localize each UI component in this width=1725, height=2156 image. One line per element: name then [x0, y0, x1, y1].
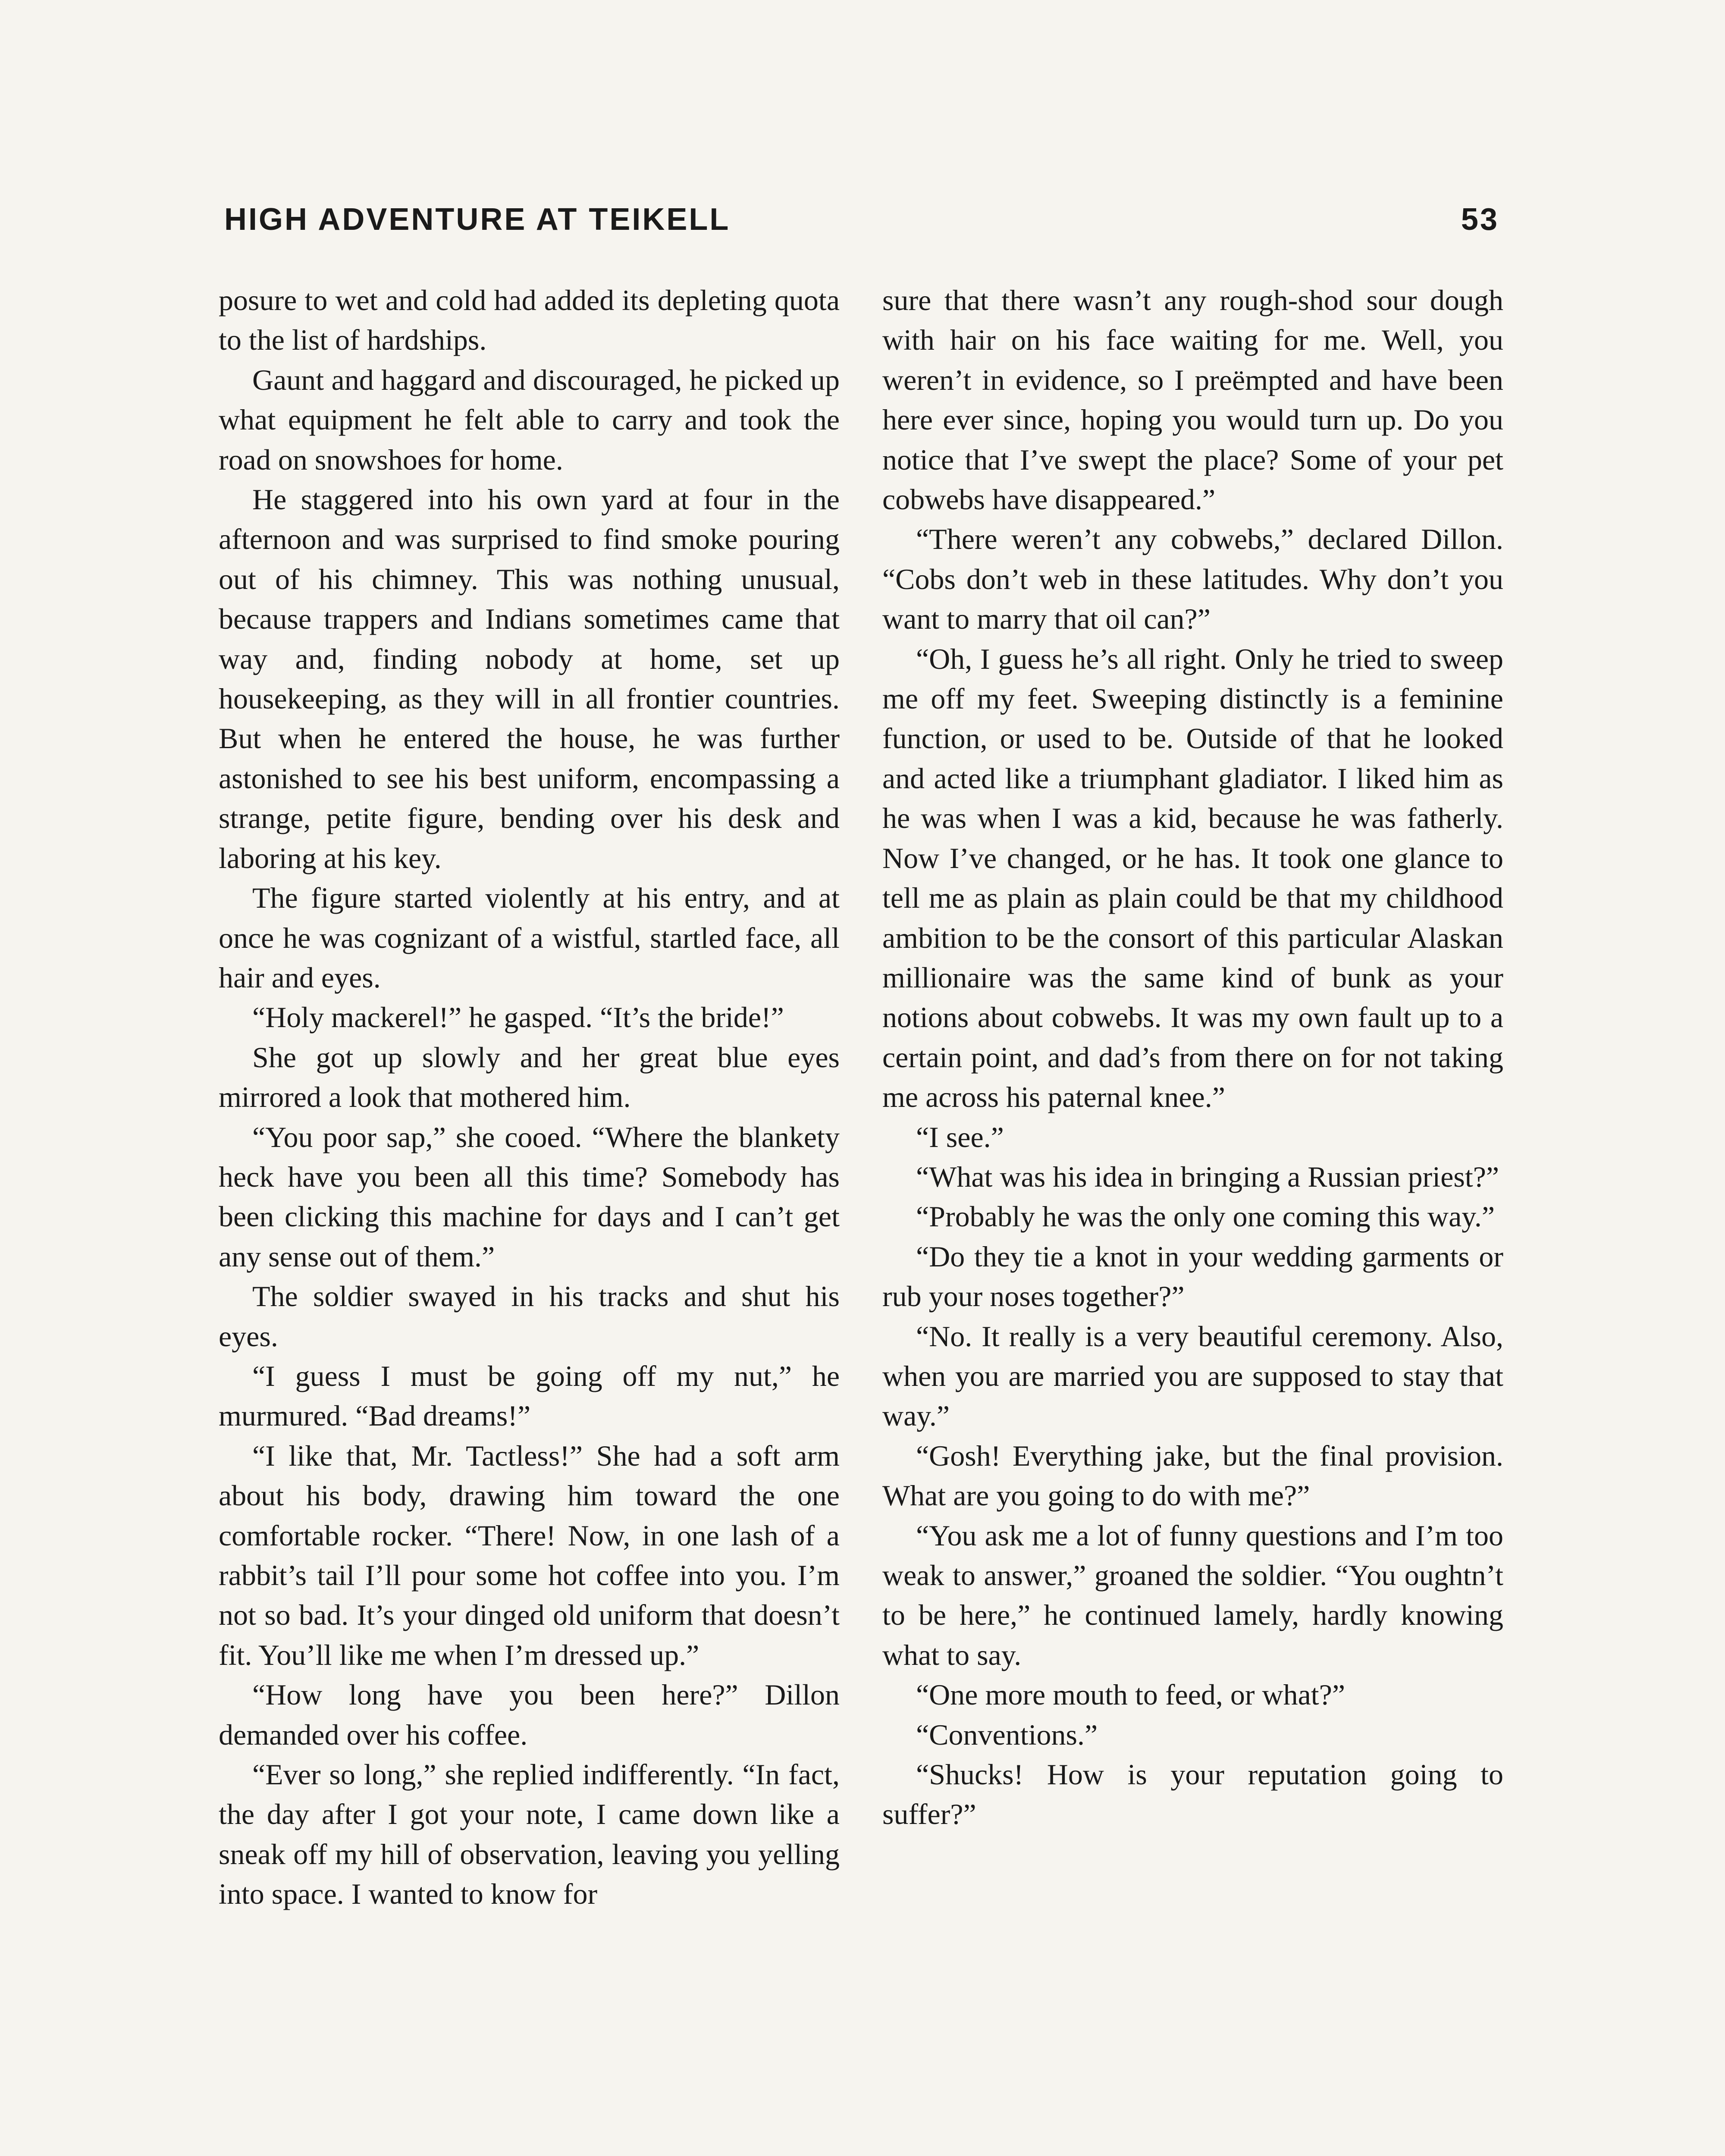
paragraph: “No. It really is a very beautiful ceremony. Also, when you are married you are supposed to stay that way.” — [882, 1319, 1503, 1432]
paragraph: She got up slowly and her great blue eyes mirrored a look that mothered him. — [219, 1040, 840, 1114]
paragraph: “You poor sap,” she cooed. “Where the blankety heck have you been all this time? Somebody has been clicking this machine for days and I can’t get any sense out of them.” — [219, 1120, 840, 1273]
paragraph: “Holy mackerel!” he gasped. “It’s the bride!” — [252, 1001, 784, 1034]
paragraph: “Gosh! Everything jake, but the final provision. What are you going to do with me?” — [882, 1439, 1503, 1512]
paragraph: posure to wet and cold had added its depleting quota to the list of hardships. — [219, 284, 840, 357]
paragraph: “I see.” — [916, 1120, 1004, 1153]
paragraph: “One more mouth to feed, or what?” — [916, 1678, 1346, 1711]
paragraph: “Shucks! How is your reputation going to suffer?” — [882, 1758, 1503, 1831]
page-number: 53 — [1461, 202, 1499, 237]
paragraph: “Do they tie a knot in your wedding garments or rub your noses together?” — [882, 1240, 1503, 1313]
paragraph: Gaunt and haggard and discouraged, he picked up what equipment he felt able to carry and took the road on snowshoes for home. — [219, 363, 840, 476]
paragraph: “I guess I must be going off my nut,” he murmured. “Bad dreams!” — [219, 1359, 840, 1432]
paragraph: “Ever so long,” she replied indifferently. “In fact, the day after I got your note, I came down like a sneak off my hill of observation, leaving you yelling into space. I wanted to know for — [219, 1758, 840, 1911]
running-head — [224, 202, 1499, 245]
paragraph: “I like that, Mr. Tactless!” She had a soft arm about his body, drawing him toward the one comfortable rocker. “There! Now, in one lash of a rabbit’s tail I’ll pour some hot coffee into you. I’m not so bad. It’s your dinged old uniform that doesn’t fit. You’ll like me when I’m dressed up.” — [219, 1439, 840, 1671]
chapter-title: HIGH ADVENTURE AT TEIKELL — [224, 202, 731, 237]
left-text-column — [219, 280, 840, 1914]
paragraph: sure that there wasn’t any rough-shod sour dough with hair on his face waiting for me. Well, you weren’t in evidence, so I preëmpted and have been here ever since, hoping you would turn up. Do you notice that I’ve swept the place? Some of your pet cobwebs have disappeared.” — [882, 284, 1503, 516]
paragraph: “Conventions.” — [916, 1718, 1098, 1751]
paragraph: “How long have you been here?” Dillon demanded over his coffee. — [219, 1678, 840, 1751]
paragraph: “Oh, I guess he’s all right. Only he tried to sweep me off my feet. Sweeping distinctly is a feminine function, or used to be. Outside of that he looked and acted like a triumphant gladiator. I liked him as he was when I was a kid, because he was fatherly. Now I’ve changed, or he has. It took one glance to tell me as plain as plain could be that my childhood ambition to be the consort of this particular Alaskan millionaire was the same kind of bunk as your notions about cobwebs. It was my own fault up to a certain point, and dad’s from there on for not taking me across his paternal knee.” — [882, 642, 1503, 1114]
paragraph: The figure started violently at his entry, and at once he was cognizant of a wistful, startled face, all hair and eyes. — [219, 881, 840, 994]
paragraph: “What was his idea in bringing a Russian priest?” — [916, 1160, 1499, 1193]
paragraph: He staggered into his own yard at four in the afternoon and was surprised to find smoke pouring out of his chimney. This was nothing unusual, because trappers and Indians sometimes came that way and, finding nobody at home, set up housekeeping, as they will in all frontier countries. But when he entered the house, he was further astonished to see his best uniform, encompassing a strange, petite figure, bending over his desk and laboring at his key. — [219, 483, 840, 874]
paragraph: The soldier swayed in his tracks and shut his eyes. — [219, 1280, 840, 1353]
right-text-column — [882, 280, 1503, 1834]
paragraph: “Probably he was the only one coming this way.” — [916, 1200, 1495, 1233]
paragraph: “There weren’t any cobwebs,” declared Dillon. “Cobs don’t web in these latitudes. Why don’t you want to marry that oil can?” — [882, 523, 1503, 636]
paragraph: “You ask me a lot of funny questions and I’m too weak to answer,” groaned the soldier. “You oughtn’t to be here,” he continued lamely, hardly knowing what to say. — [882, 1519, 1503, 1671]
